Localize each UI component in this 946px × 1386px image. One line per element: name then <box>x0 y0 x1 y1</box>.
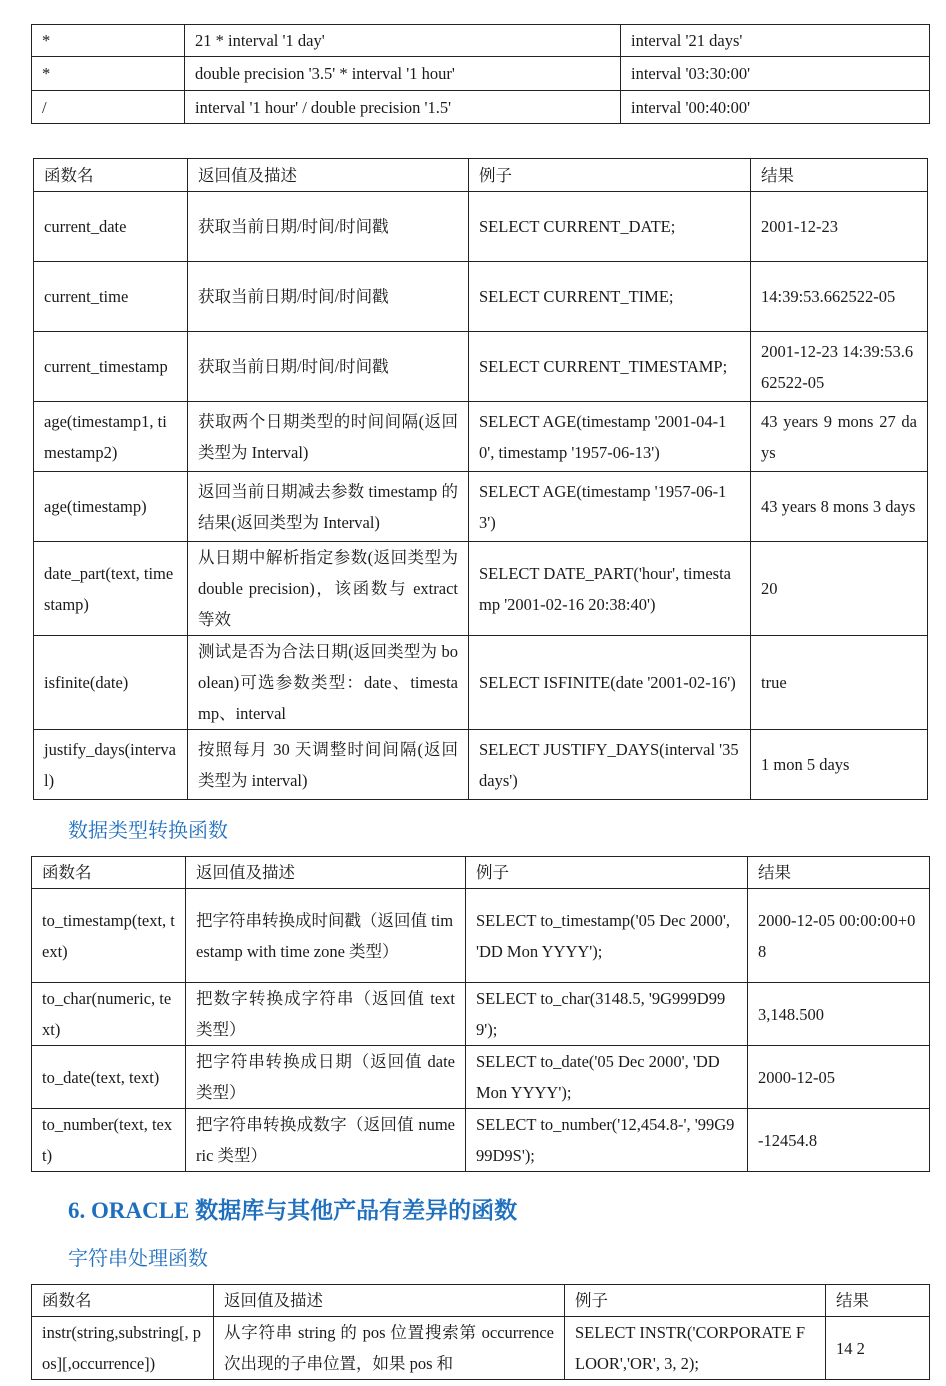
table-cell: 把数字转换成字符串（返回值 text 类型） <box>186 983 466 1046</box>
table-cell: SELECT to_char(3148.5, '9G999D999'); <box>466 983 748 1046</box>
table-row <box>34 636 928 730</box>
table-cell: 43 years 9 mons 27 days <box>751 402 928 472</box>
table-cell: instr(string,substring[, pos][,occurrence]) <box>32 1317 214 1380</box>
table-row <box>34 262 928 332</box>
table-cell: to_number(text, text) <box>32 1109 186 1172</box>
column-header: 函数名 <box>32 1285 214 1317</box>
table-cell: current_time <box>34 262 188 332</box>
table-cell: SELECT ISFINITE(date '2001-02-16') <box>469 636 751 730</box>
table-cell: 获取两个日期类型的时间间隔(返回类型为 Interval) <box>188 402 469 472</box>
operator-table <box>31 24 930 124</box>
table-cell: 3,148.500 <box>748 983 930 1046</box>
table-cell: justify_days(interval) <box>34 730 188 800</box>
table-cell: 43 years 8 mons 3 days <box>751 472 928 542</box>
table-cell: true <box>751 636 928 730</box>
table-cell: to_timestamp(text, text) <box>32 889 186 983</box>
table-cell: -12454.8 <box>748 1109 930 1172</box>
table-cell: SELECT AGE(timestamp '2001-04-10', timestamp '1957-06-13') <box>469 402 751 472</box>
table-cell: interval '1 hour' / double precision '1.5' <box>185 91 621 124</box>
table-cell: 2000-12-05 00:00:00+08 <box>748 889 930 983</box>
table-cell: interval '00:40:00' <box>621 91 930 124</box>
chapter-heading: 6. ORACLE 数据库与其他产品有差异的函数 <box>68 1198 518 1223</box>
table-cell: 从日期中解析指定参数(返回类型为 double precision)，该函数与 extract 等效 <box>188 542 469 636</box>
table-cell: * <box>32 25 185 57</box>
table-cell: SELECT DATE_PART('hour', timestamp '2001-02-16 20:38:40') <box>469 542 751 636</box>
datetime-function-table <box>33 158 928 800</box>
table-cell: isfinite(date) <box>34 636 188 730</box>
table-cell: / <box>32 91 185 124</box>
table-cell: to_char(numeric, text) <box>32 983 186 1046</box>
table-cell: 按照每月 30 天调整时间间隔(返回类型为 interval) <box>188 730 469 800</box>
table-cell: 获取当前日期/时间/时间戳 <box>188 262 469 332</box>
table-row <box>32 1046 930 1109</box>
table-row <box>32 983 930 1046</box>
table-header-row <box>34 159 928 192</box>
column-header: 结果 <box>751 159 928 192</box>
column-header: 结果 <box>826 1285 930 1317</box>
table-cell: 2001-12-23 14:39:53.662522-05 <box>751 332 928 402</box>
column-header: 例子 <box>469 159 751 192</box>
table-cell: SELECT to_date('05 Dec 2000', 'DD Mon YYYY'); <box>466 1046 748 1109</box>
table-row <box>34 402 928 472</box>
table-cell: double precision '3.5' * interval '1 hour' <box>185 57 621 91</box>
table-cell: SELECT AGE(timestamp '1957-06-13') <box>469 472 751 542</box>
table-cell: SELECT CURRENT_TIME; <box>469 262 751 332</box>
table-row <box>32 889 930 983</box>
table-cell: 14 2 <box>826 1317 930 1380</box>
section-heading: 数据类型转换函数 <box>68 818 228 842</box>
table-cell: current_date <box>34 192 188 262</box>
conversion-function-table <box>31 856 930 1172</box>
column-header: 返回值及描述 <box>214 1285 565 1317</box>
table-cell: SELECT to_timestamp('05 Dec 2000', 'DD Mon YYYY'); <box>466 889 748 983</box>
table-cell: to_date(text, text) <box>32 1046 186 1109</box>
table-row <box>34 192 928 262</box>
table-header-row <box>32 857 930 889</box>
table-cell: SELECT CURRENT_TIMESTAMP; <box>469 332 751 402</box>
table-cell: 测试是否为合法日期(返回类型为 boolean)可选参数类型：date、timestamp、interval <box>188 636 469 730</box>
table-cell: SELECT to_number('12,454.8-', '99G999D9S'); <box>466 1109 748 1172</box>
table-cell: 2001-12-23 <box>751 192 928 262</box>
table-cell: * <box>32 57 185 91</box>
table-cell: SELECT CURRENT_DATE; <box>469 192 751 262</box>
column-header: 函数名 <box>32 857 186 889</box>
table-cell: 返回当前日期减去参数 timestamp 的结果(返回类型为 Interval) <box>188 472 469 542</box>
table-cell: 获取当前日期/时间/时间戳 <box>188 192 469 262</box>
table-cell: interval '03:30:00' <box>621 57 930 91</box>
table-cell: interval '21 days' <box>621 25 930 57</box>
table-cell: age(timestamp1, timestamp2) <box>34 402 188 472</box>
column-header: 返回值及描述 <box>186 857 466 889</box>
table-row <box>32 1317 930 1380</box>
column-header: 结果 <box>748 857 930 889</box>
table-cell: 获取当前日期/时间/时间戳 <box>188 332 469 402</box>
table-row <box>34 332 928 402</box>
string-function-table <box>31 1284 930 1380</box>
column-header: 函数名 <box>34 159 188 192</box>
table-cell: 14:39:53.662522-05 <box>751 262 928 332</box>
table-cell: 把字符串转换成数字（返回值 numeric 类型） <box>186 1109 466 1172</box>
table-cell: SELECT INSTR('CORPORATE FLOOR','OR', 3, 2); <box>565 1317 826 1380</box>
table-row <box>34 730 928 800</box>
table-cell: 1 mon 5 days <box>751 730 928 800</box>
table-cell: 把字符串转换成时间戳（返回值 timestamp with time zone 类型） <box>186 889 466 983</box>
table-cell: SELECT JUSTIFY_DAYS(interval '35 days') <box>469 730 751 800</box>
table-cell: date_part(text, timestamp) <box>34 542 188 636</box>
column-header: 例子 <box>466 857 748 889</box>
table-row <box>34 472 928 542</box>
table-cell: current_timestamp <box>34 332 188 402</box>
section-heading: 字符串处理函数 <box>68 1246 208 1270</box>
table-row <box>32 57 930 91</box>
table-row <box>32 1109 930 1172</box>
table-row <box>32 91 930 124</box>
table-cell: 2000-12-05 <box>748 1046 930 1109</box>
table-header-row <box>32 1285 930 1317</box>
table-cell: age(timestamp) <box>34 472 188 542</box>
table-cell: 21 * interval '1 day' <box>185 25 621 57</box>
table-cell: 把字符串转换成日期（返回值 date 类型） <box>186 1046 466 1109</box>
table-row <box>32 25 930 57</box>
table-cell: 从字符串 string 的 pos 位置搜索第 occurrence 次出现的子串位置，如果 pos 和 <box>214 1317 565 1380</box>
column-header: 例子 <box>565 1285 826 1317</box>
table-cell: 20 <box>751 542 928 636</box>
column-header: 返回值及描述 <box>188 159 469 192</box>
table-row <box>34 542 928 636</box>
